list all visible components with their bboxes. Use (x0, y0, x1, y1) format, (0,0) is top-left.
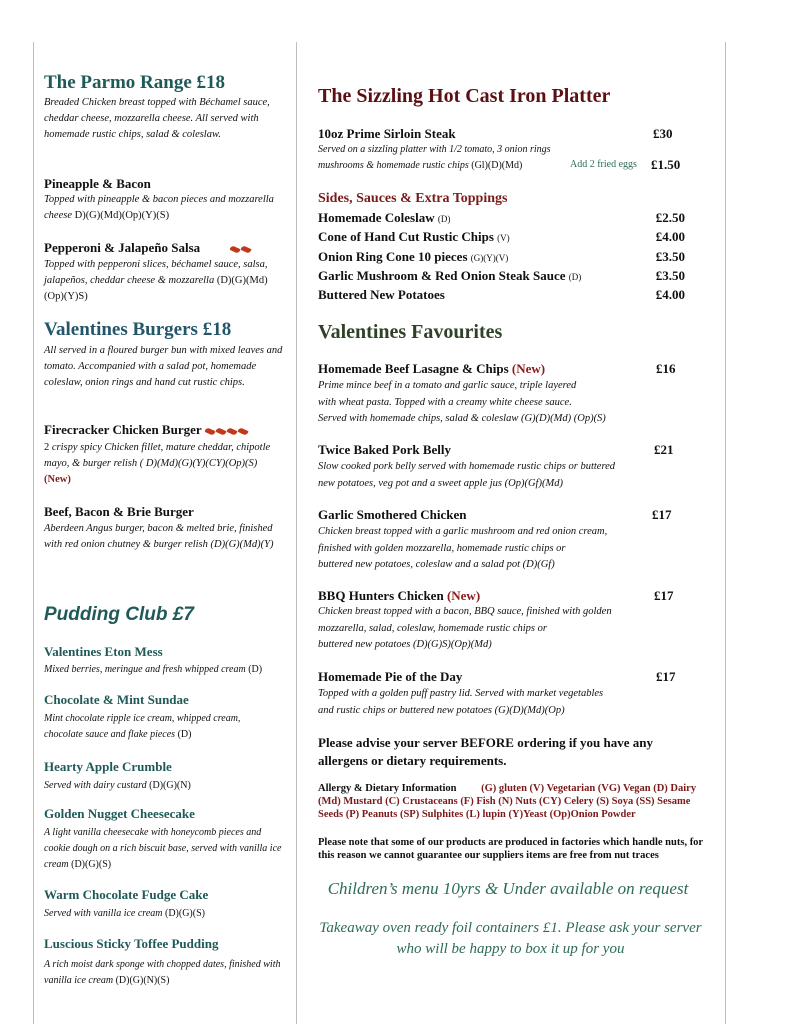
pudding-item: Luscious Sticky Toffee Pudding (44, 936, 219, 951)
desc-text: Topped with pepperoni slices, béchamel sauce, salsa, jalapeños, cheddar cheese & mozzarella (44, 259, 268, 286)
nut-note: Please note that some of our products are produced in factories which handle nuts, for this reason we cannot guarantee our suppliers items are free from nut traces (318, 837, 703, 861)
item-sirloin-steak: 10oz Prime Sirloin Steak (318, 126, 456, 141)
desc-line: with wheat pasta. Topped with a creamy white cheese sauce. (318, 396, 572, 408)
allergens: (D) (248, 664, 263, 675)
desc-line: Prime mince beef in a tomato and garlic sauce, triple layered (318, 380, 577, 391)
side-tag: (D) (437, 214, 451, 224)
item-pepperoni-jalapeno (44, 240, 284, 256)
side-name: Garlic Mushroom & Red Onion Steak Sauce (318, 267, 566, 283)
item-name: BBQ Hunters Chicken (318, 588, 444, 603)
allergens: (D)(G)(N)(S) (115, 975, 170, 986)
allergens: (D)(G)(N) (149, 780, 191, 791)
desc-text: mushrooms & homemade rustic chips (318, 160, 469, 171)
item-description (318, 378, 698, 428)
sides-heading: Sides, Sauces & Extra Toppings (318, 191, 508, 206)
side-tag: (G)(Y)(V) (470, 252, 509, 263)
new-badge: (New) (44, 474, 71, 485)
column-divider (296, 42, 297, 1024)
fav-item: Twice Baked Pork Belly (318, 442, 452, 457)
desc-text: Served with vanilla ice cream (44, 908, 163, 919)
fav-item (318, 588, 698, 604)
item-description (44, 440, 284, 488)
item-description (318, 524, 698, 574)
addon-price: £1.50 (651, 157, 681, 172)
desc-line: buttered new potatoes, coleslaw and a salad pot (D)(Gf) (318, 559, 555, 570)
allergens: D)(G)(Md)(Op)(Y)(S) (74, 210, 170, 221)
side-name: Onion Ring Cone 10 pieces (318, 248, 468, 264)
desc-line: Served with homemade chips, salad & coleslaw (G)(D)(Md) (Op)(S) (318, 413, 606, 424)
desc-line: and rustic chips or buttered new potatoes (G)(D)(Md)(Op) (318, 704, 565, 716)
burgers-heading: Valentines Burgers £18 (44, 319, 232, 340)
desc-text: Topped with pineapple & bacon pieces and mozzarella cheese (44, 194, 274, 221)
item-description (44, 906, 284, 922)
side-name: Cone of Hand Cut Rustic Chips (318, 229, 494, 245)
desc-line: finished with golden mozzarella, homemade rustic chips or (318, 542, 566, 554)
desc-text: A rich moist dark sponge with chopped dates, finished with vanilla ice cream (44, 959, 281, 986)
item-description (318, 604, 698, 654)
allergens: (D)(G)(S) (164, 908, 205, 919)
fav-item (318, 361, 698, 377)
item-price: £17 (652, 507, 672, 522)
allergens: (D) (177, 729, 192, 740)
desc-line: new potatoes, veg pot and a sweet apple jus (Op)(Gf)(Md) (318, 477, 563, 489)
pudding-item: Warm Chocolate Fudge Cake (44, 887, 209, 902)
item-description (318, 459, 698, 492)
side-price: £3.50 (655, 248, 685, 264)
desc-line: Slow cooked pork belly served with homemade rustic chips or buttered (318, 461, 616, 472)
item-price: £17 (656, 669, 676, 684)
item-description (44, 825, 284, 873)
side-row (318, 286, 685, 305)
side-row (318, 248, 685, 267)
item-price: £17 (654, 588, 674, 603)
desc-text: Served with dairy custard (44, 780, 147, 791)
side-price: £3.50 (655, 267, 685, 283)
desc-line: Topped with a golden puff pastry lid. Served with market vegetables (318, 688, 604, 699)
chili-icon (205, 422, 249, 437)
desc-text: Mixed berries, meringue and fresh whipped cream (44, 664, 246, 675)
addon-label: Add 2 fried eggs (570, 159, 637, 170)
desc-text: A light vanilla cheesecake with honeycomb pieces and cookie dough on a rich biscuit base, served with vanilla ice cream (44, 827, 282, 870)
parmo-heading: The Parmo Range £18 (44, 72, 226, 93)
side-row (318, 267, 685, 286)
new-badge: (New) (511, 361, 546, 376)
item-firecracker-burger (44, 422, 294, 438)
item-price: £30 (653, 126, 673, 141)
pudding-heading: Pudding Club £7 (44, 604, 194, 625)
item-description: Aberdeen Angus burger, bacon & melted brie, finished with red onion chutney & burger relish (D)(G)(Md)(Y) (44, 523, 274, 550)
allergens: (D)(G)(Md)(Op)(Y)S) (44, 275, 268, 302)
fav-item: Garlic Smothered Chicken (318, 507, 467, 522)
desc-text: Mint chocolate ripple ice cream, whipped cream, chocolate sauce and flake pieces (44, 713, 241, 740)
side-tag: (V) (497, 233, 510, 244)
item-pineapple-bacon: Pineapple & Bacon (44, 176, 151, 191)
item-description (44, 257, 284, 305)
page-border-right (725, 42, 726, 1024)
pudding-item: Chocolate & Mint Sundae (44, 692, 189, 707)
allergens: (D)(G)(S) (71, 859, 112, 870)
allergy-label: Allergy & Dietary Information (318, 783, 457, 794)
item-description (318, 158, 698, 175)
item-name: Homemade Beef Lasagne & Chips (318, 361, 509, 376)
side-tag: (D) (568, 271, 582, 282)
item-description (44, 778, 284, 794)
item-description (44, 957, 284, 989)
side-row (318, 209, 685, 228)
item-name: Pepperoni & Jalapeño Salsa (44, 240, 201, 255)
pudding-item: Hearty Apple Crumble (44, 759, 172, 774)
burgers-description: All served in a floured burger bun with mixed leaves and tomato. Accompanied with a salad pot, homemade coleslaw, onion rings and hand cut rustic chips. (44, 345, 283, 388)
desc-line: Chicken breast topped with a garlic mushroom and red onion cream, (318, 526, 608, 537)
item-description (44, 662, 284, 678)
pudding-item: Valentines Eton Mess (44, 644, 163, 659)
fav-item: Homemade Pie of the Day (318, 669, 463, 684)
side-row (318, 228, 685, 247)
allergens: (Gl)(D)(Md) (471, 160, 523, 171)
side-price: £4.00 (655, 229, 685, 245)
allergy-info (318, 782, 698, 821)
item-description (44, 711, 254, 743)
chili-icon (230, 240, 252, 255)
desc-text: crispy spicy Chicken fillet, mature cheddar, chipotle mayo, & burger relish ( D)(Md)(G)(Y)(CY)(Op)(S) (44, 442, 271, 469)
favourites-heading: Valentines Favourites (318, 321, 503, 343)
new-badge: (New) (446, 588, 481, 603)
side-name: Homemade Coleslaw (318, 210, 435, 225)
desc-line: Chicken breast topped with a bacon, BBQ sauce, finished with golden (318, 606, 612, 617)
item-description (44, 192, 284, 224)
allergy-key: (G) gluten (V) Vegetarian (VG) Vegan (D) Dairy (Md) Mustard (C) Crustaceans (F) Fish (N) Nuts (CY) Celery (S) Soya (SS) Sesame Seeds (P) Peanuts (SP) Sulphites (L) lupin (Y)Yeast (Op)Onion Powder (318, 783, 697, 820)
item-price: £16 (656, 361, 676, 376)
desc-prefix: 2 (44, 442, 52, 453)
item-description (318, 686, 698, 719)
parmo-description: Breaded Chicken breast topped with Béchamel sauce, cheddar cheese, mozzarella cheese. All served with homemade rustic chips, salad & coleslaw. (44, 97, 270, 140)
desc-line: buttered new potatoes (D)(G)S)(Op)(Md) (318, 639, 492, 650)
side-name: Buttered New Potatoes (318, 287, 445, 303)
side-price: £2.50 (655, 210, 685, 225)
sides-list (318, 209, 698, 305)
sizzling-heading: The Sizzling Hot Cast Iron Platter (318, 85, 611, 107)
childrens-menu-note: Children’s menu 10yrs & Under available on request (327, 879, 689, 898)
pudding-item: Golden Nugget Cheesecake (44, 806, 195, 821)
page-border-left (33, 42, 34, 1024)
item-name: Firecracker Chicken Burger (44, 422, 202, 437)
allergen-advice: Please advise your server BEFORE ordering if you have any allergens or dietary requirements. (318, 735, 653, 768)
takeaway-note: Takeaway oven ready foil containers £1. Please ask your server who will be happy to box it up for you (319, 920, 702, 957)
desc-line: mozzarella, salad, coleslaw, homemade rustic chips or (318, 622, 547, 634)
side-price: £4.00 (655, 287, 685, 303)
item-beef-bacon-brie: Beef, Bacon & Brie Burger (44, 504, 194, 519)
item-price: £21 (654, 442, 674, 457)
item-description: Served on a sizzling platter with 1/2 tomato, 3 onion rings (318, 144, 551, 155)
